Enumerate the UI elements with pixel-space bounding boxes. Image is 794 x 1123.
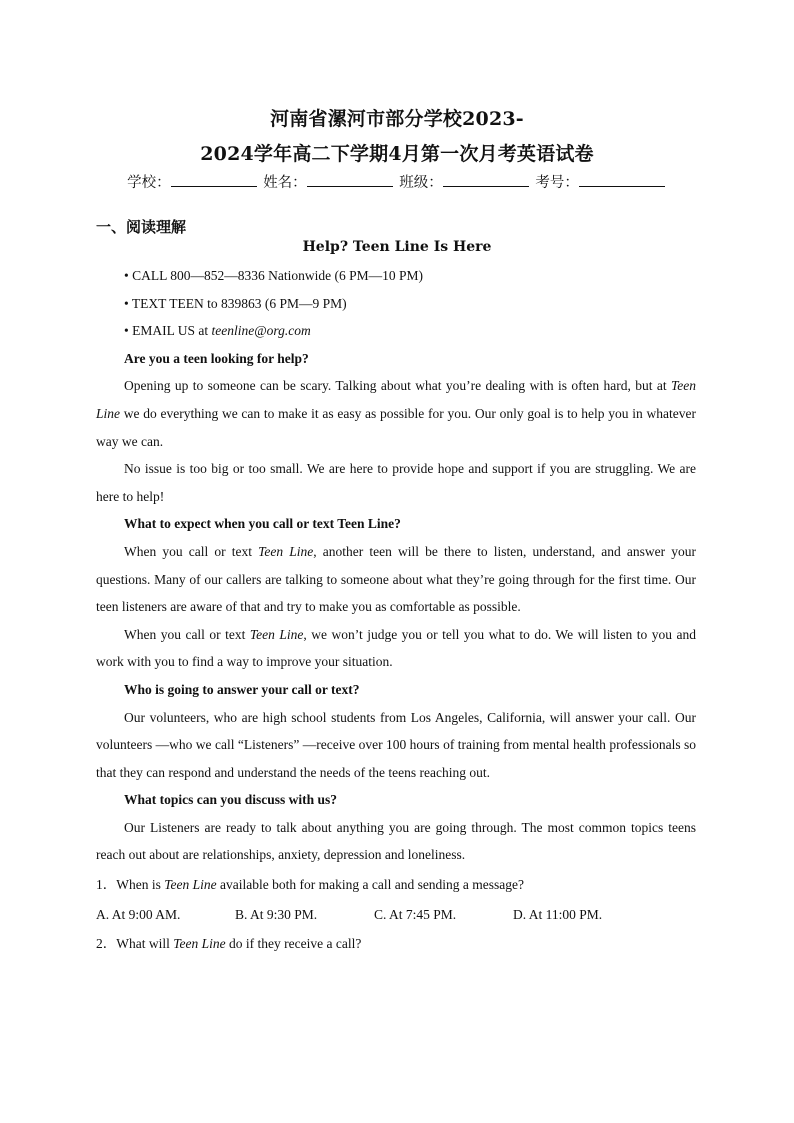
passage-title: Help? Teen Line Is Here xyxy=(302,239,492,255)
heading-looking-for-help: Are you a teen looking for help? xyxy=(124,350,309,366)
email-address: teenline@org.com xyxy=(211,323,311,339)
teen-line-name: Teen Line xyxy=(164,877,217,893)
paragraph-text: , we won’t judge you or tell you what to do. We will listen to you and work with you to find a way to improve your situation. xyxy=(96,626,696,670)
question-1-options xyxy=(96,901,696,929)
option-b[interactable]: B. At 9:30 PM. xyxy=(235,906,318,922)
paragraph-text: When you call or text xyxy=(124,626,250,642)
paragraph-text: When you call or text xyxy=(124,543,259,559)
teen-line-name: Teen Line xyxy=(249,626,304,642)
name-label: 姓名： xyxy=(263,175,307,191)
school-label: 学校： xyxy=(127,175,171,191)
paragraph-wont-judge xyxy=(96,621,696,676)
exam-title-line2: 2024学年高二下学期4月第一次月考英语试卷 xyxy=(200,143,594,165)
exam-number-label: 考号： xyxy=(535,175,579,191)
question-2 xyxy=(96,930,696,958)
paragraph-another-teen xyxy=(96,538,696,621)
teen-line-name: Teen Line xyxy=(258,543,314,559)
paragraph-text: Opening up to someone can be scary. Talking about what you’re dealing with is often hard, but at xyxy=(124,378,671,394)
name-blank[interactable] xyxy=(307,172,393,187)
option-d[interactable]: D. At 11:00 PM. xyxy=(513,906,603,922)
section-heading: 一、阅读理解 xyxy=(96,218,187,236)
option-c[interactable]: C. At 7:45 PM. xyxy=(374,906,457,922)
question-text: available both for making a call and sending a message? xyxy=(216,877,525,893)
heading-who-answers: Who is going to answer your call or text? xyxy=(124,681,360,697)
paragraph-text: , another teen will be there to listen, understand, and answer your questions. Many of our callers are talking to someone about what they’re going through for the first time. Our teen listeners are aware of that and try to make you as comfortable as possible. xyxy=(96,543,696,615)
student-info-row xyxy=(0,171,794,192)
paragraph-text: we do everything we can to make it as easy as possible for you. Our only goal is to help you in whatever way we can. xyxy=(96,405,696,449)
class-label: 班级： xyxy=(399,175,443,191)
school-blank[interactable] xyxy=(171,172,257,187)
option-a[interactable]: A. At 9:00 AM. xyxy=(96,906,181,922)
heading-topics: What topics can you discuss with us? xyxy=(124,792,338,808)
bullet-text: • TEXT TEEN to 839863 (6 PM—9 PM) xyxy=(124,295,347,311)
teen-line-name: Teen Line xyxy=(96,378,696,421)
paragraph-no-issue: No issue is too big or too small. We are here to provide hope and support if you are struggling. We are here to help! xyxy=(96,461,696,504)
question-text: do if they receive a call? xyxy=(225,936,362,952)
exam-number-blank[interactable] xyxy=(579,172,665,187)
heading-what-to-expect: What to expect when you call or text Teen Line? xyxy=(124,516,401,532)
question-1 xyxy=(96,871,696,899)
paragraph-opening-up xyxy=(96,372,696,455)
question-text: 1．When is xyxy=(96,877,165,893)
paragraph-volunteers: Our volunteers, who are high school students from Los Angeles, California, will answer your call. Our volunteers —who we call “Listeners” —receive over 100 hours of training from mental health professionals so that they can respond and understand the needs of the teens reaching out. xyxy=(96,709,696,780)
question-text: 2．What will xyxy=(96,936,174,952)
bullet-email xyxy=(96,317,696,345)
exam-title-line1: 河南省漯河市部分学校2023- xyxy=(270,108,524,130)
bullet-call: • CALL 800—852—8336 Nationwide (6 PM—10 PM) xyxy=(124,268,423,283)
email-prefix: • EMAIL US at xyxy=(124,323,212,339)
class-blank[interactable] xyxy=(443,172,529,187)
teen-line-name: Teen Line xyxy=(173,936,226,952)
passage-body xyxy=(96,262,696,958)
paragraph-listeners: Our Listeners are ready to talk about anything you are going through. The most common topics teens reach out about are relationships, anxiety, depression and loneliness. xyxy=(96,819,696,863)
